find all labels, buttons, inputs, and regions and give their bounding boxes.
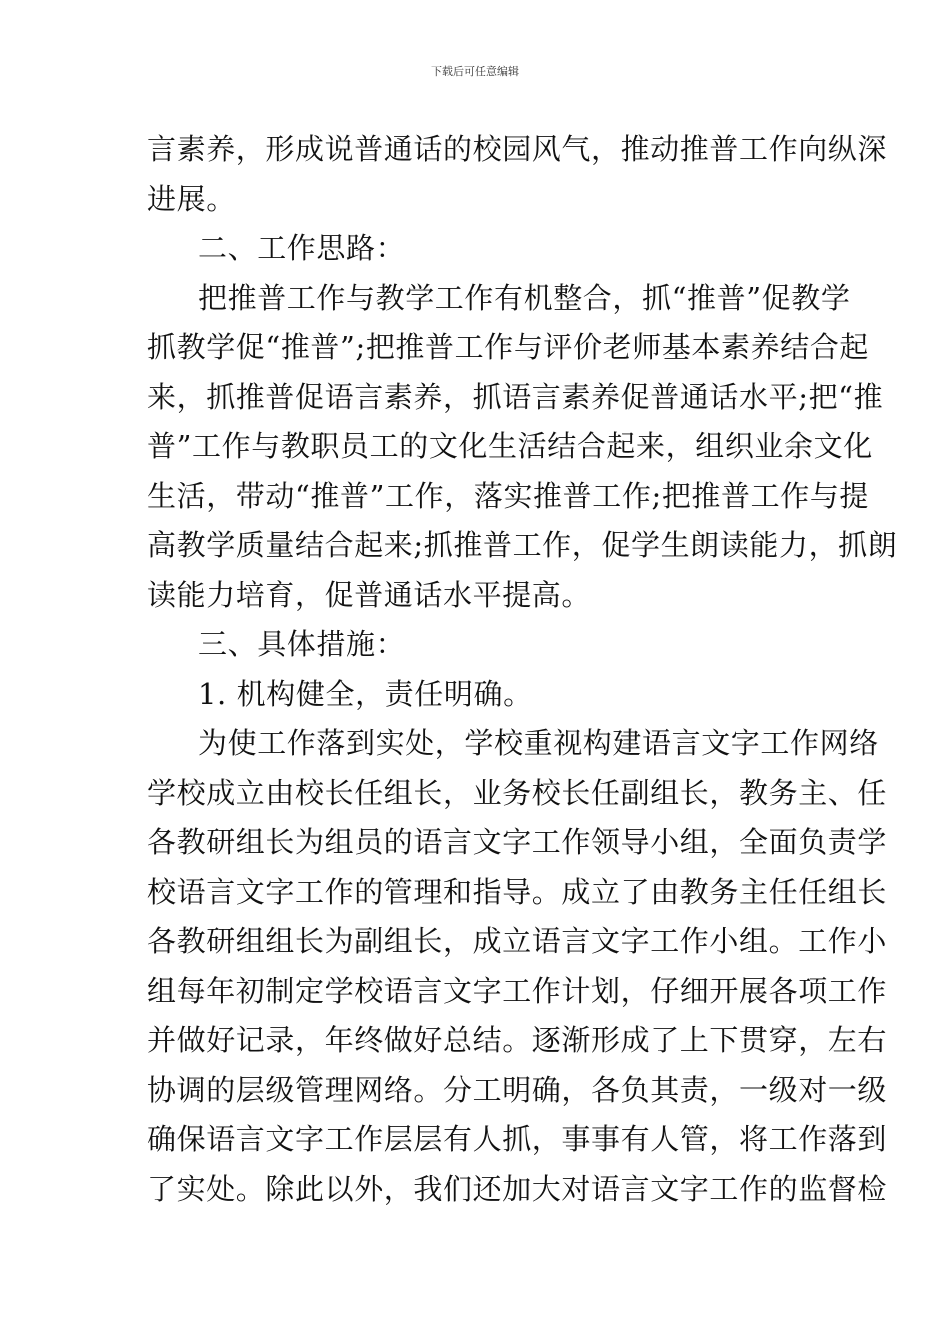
paragraph-line: 为使工作落到实处，学校重视构建语言文字工作网络: [198, 726, 879, 760]
paragraph-line: 抓教学促“推普”;把推普工作与评价老师基本素养结合起: [147, 330, 870, 364]
paragraph-line: 生活，带动“推普”工作，落实推普工作;把推普工作与提: [147, 478, 870, 513]
paragraph-line: 确保语言文字工作层层有人抓，事事有人管，将工作落到: [147, 1122, 888, 1156]
paragraph-line: 各教研组长为组员的语言文字工作领导小组，全面负责学: [147, 825, 888, 859]
paragraph-line: 学校成立由校长任组长，业务校长任副组长，教务主、任: [147, 775, 888, 810]
section-heading: 三、具体措施：: [198, 627, 406, 661]
page-header: 下载后可任意编辑: [431, 65, 519, 78]
paragraph-line: 并做好记录，年终做好总结。逐渐形成了上下贯穿，左右: [147, 1023, 888, 1057]
paragraph-line: 言素养，形成说普通话的校园风气，推动推普工作向纵深: [147, 132, 888, 166]
paragraph-line: 协调的层级管理网络。分工明确，各负其责，一级对一级: [147, 1072, 888, 1107]
paragraph-line: 校语言文字工作的管理和指导。成立了由教务主任任组长: [147, 874, 888, 909]
paragraph-line: 高教学质量结合起来;抓推普工作，促学生朗读能力，抓朗: [147, 528, 898, 562]
paragraph-line: 组每年初制定学校语言文字工作计划，仔细开展各项工作: [147, 973, 888, 1008]
paragraph-line: 把推普工作与教学工作有机整合，抓“推普”促教学: [198, 280, 851, 315]
section-heading: 二、工作思路：: [198, 231, 406, 265]
paragraph-line: 了实处。除此以外，我们还加大对语言文字工作的监督检: [147, 1171, 888, 1206]
paragraph-line: 来，抓推普促语言素养，抓语言素养促普通话水平;把“推: [147, 379, 884, 414]
paragraph-line: 进展。: [147, 181, 236, 216]
paragraph-line: 读能力培育，促普通话水平提高。: [147, 577, 592, 612]
document-body: [147, 125, 898, 1214]
paragraph-line: 各教研组组长为副组长，成立语言文字工作小组。工作小: [147, 924, 888, 958]
subsection-heading: 1. 机构健全，责任明确。: [198, 676, 533, 711]
paragraph-line: 普”工作与教职员工的文化生活结合起来，组织业余文化: [147, 429, 873, 463]
